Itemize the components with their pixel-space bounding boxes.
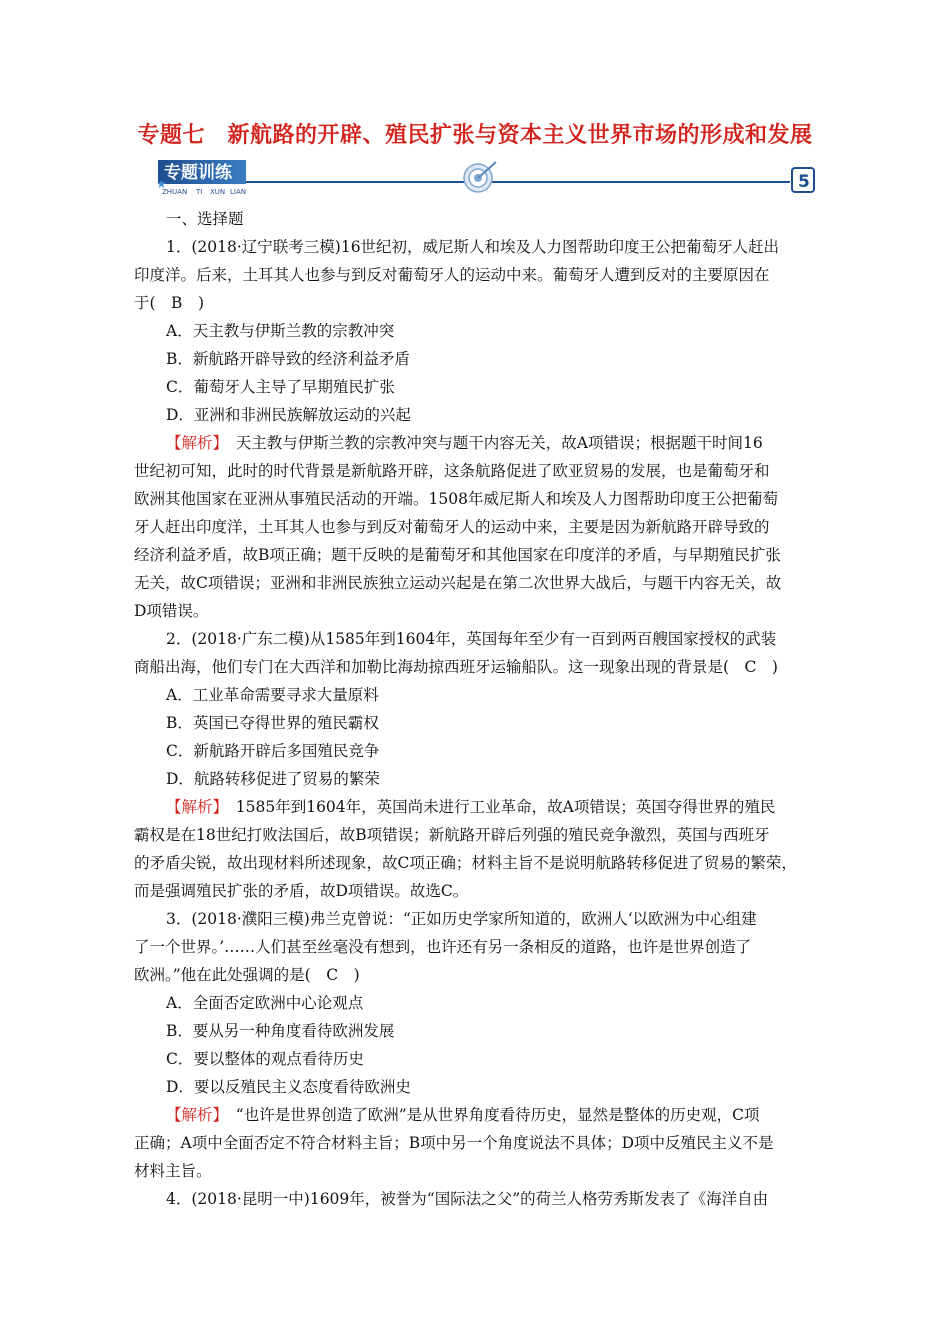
banner-pinyin-2: TI [196,188,203,196]
analysis-line [134,1101,838,1129]
analysis-line [134,793,838,821]
analysis-line: 经济利益矛盾，故B项正确；题干反映的是葡萄牙和其他国家在印度洋的矛盾，与早期殖民扩张 [134,546,781,564]
banner-pinyin-3: XUN [210,188,226,196]
option-a: A．工业革命需要寻求大量原料 [166,686,379,704]
option-d: D．要以反殖民主义态度看待欧洲史 [166,1078,411,1096]
analysis-line: 牙人赶出印度洋，土耳其人也参与到反对葡萄牙人的运动中来，主要是因为新航路开辟导致的 [134,518,770,536]
analysis-label: 【解析】 [166,434,221,452]
question-4 [134,1185,838,1213]
option-b: B．要从另一种角度看待欧洲发展 [166,1022,395,1040]
analysis-text: “也许是世界创造了欧洲”是从世界角度看待历史，显然是整体的历史观，C项 [220,1106,760,1124]
analysis-label: 【解析】 [166,798,221,816]
page-title: 专题七 新航路的开辟、殖民扩张与资本主义世界市场的形成和发展 [137,123,813,148]
question-stem-line: 4．(2018·昆明一中)1609年，被誉为“国际法之父”的荷兰人格劳秀斯发表了《海洋自由 [166,1190,769,1208]
question-2 [134,625,838,905]
question-1 [134,233,838,625]
banner-pinyin-1: ZHUAN [162,188,188,196]
analysis-line: 而是强调殖民扩张的矛盾，故D项错误。故选C。 [134,882,469,900]
analysis-text: 天主教与伊斯兰教的宗教冲突与题干内容无关，故A项错误；根据题干时间16 [220,434,763,452]
question-stem-line: 3．(2018·濮阳三模)弗兰克曾说：“正如历史学家所知道的，欧洲人‘以欧洲为中心组建 [166,910,757,928]
question-3 [134,905,838,1185]
analysis-line: 的矛盾尖锐，故出现材料所述现象，故C项正确；材料主旨不是说明航路转移促进了贸易的繁荣， [134,854,797,872]
analysis-line: 欧洲其他国家在亚洲从事殖民活动的开端。1508年威尼斯人和埃及人力图帮助印度王公把葡萄 [134,490,778,508]
option-b: B．新航路开辟导致的经济利益矛盾 [166,350,410,368]
target-icon [464,162,496,192]
question-stem-line: 2．(2018·广东二模)从1585年到1604年，英国每年至少有一百到两百艘国家授权的武装 [166,630,777,648]
analysis-line: 世纪初可知，此时的时代背景是新航路开辟，这条航路促进了欧亚贸易的发展，也是葡萄牙和 [134,462,770,480]
question-stem-line: 欧洲。”他在此处强调的是( C ) [134,966,360,984]
question-stem-line: 于( B ) [134,294,204,312]
banner-pinyin-4: LIAN [230,188,246,196]
banner-label: 专题训练 [164,163,232,183]
question-stem-line: 了一个世界。’……人们甚至丝毫没有想到，也许还有另一条相反的道路，也许是世界创造了 [134,938,752,956]
banner-number: 5 [798,172,810,192]
option-a: A．全面否定欧洲中心论观点 [166,994,364,1012]
star-icon: ★ [156,177,167,191]
question-stem-line: 1．(2018·辽宁联考三模)16世纪初，威尼斯人和埃及人力图帮助印度王公把葡萄牙人赶出 [166,238,780,256]
option-c: C．要以整体的观点看待历史 [166,1050,364,1068]
option-d: D．亚洲和非洲民族解放运动的兴起 [166,406,411,424]
option-b: B．英国已夺得世界的殖民霸权 [166,714,379,732]
option-d: D．航路转移促进了贸易的繁荣 [166,770,380,788]
option-a: A．天主教与伊斯兰教的宗教冲突 [166,322,395,340]
analysis-line: 材料主旨。 [134,1162,212,1180]
analysis-line: 正确；A项中全面否定不符合材料主旨；B项中另一个角度说法不具体；D项中反殖民主义不是 [134,1134,774,1152]
question-stem-line: 印度洋。后来，土耳其人也参与到反对葡萄牙人的运动中来。葡萄牙人遭到反对的主要原因在 [134,266,770,284]
question-stem-line: 商船出海，他们专门在大西洋和加勒比海劫掠西班牙运输船队。这一现象出现的背景是( C ) [134,658,778,676]
document-body [134,205,838,1213]
section-banner [158,158,824,198]
analysis-line [134,429,838,457]
option-c: C．新航路开辟后多国殖民竞争 [166,742,380,760]
section-heading: 一、选择题 [166,210,244,228]
analysis-line: 无关，故C项错误；亚洲和非洲民族独立运动兴起是在第二次世界大战后，与题干内容无关，故 [134,574,782,592]
analysis-line: D项错误。 [134,602,209,620]
analysis-label: 【解析】 [166,1106,221,1124]
analysis-text: 1585年到1604年，英国尚未进行工业革命，故A项错误；英国夺得世界的殖民 [220,798,776,816]
analysis-line: 霸权是在18世纪打败法国后，故B项错误；新航路开辟后列强的殖民竞争激烈，英国与西班牙 [134,826,770,844]
option-c: C．葡萄牙人主导了早期殖民扩张 [166,378,395,396]
